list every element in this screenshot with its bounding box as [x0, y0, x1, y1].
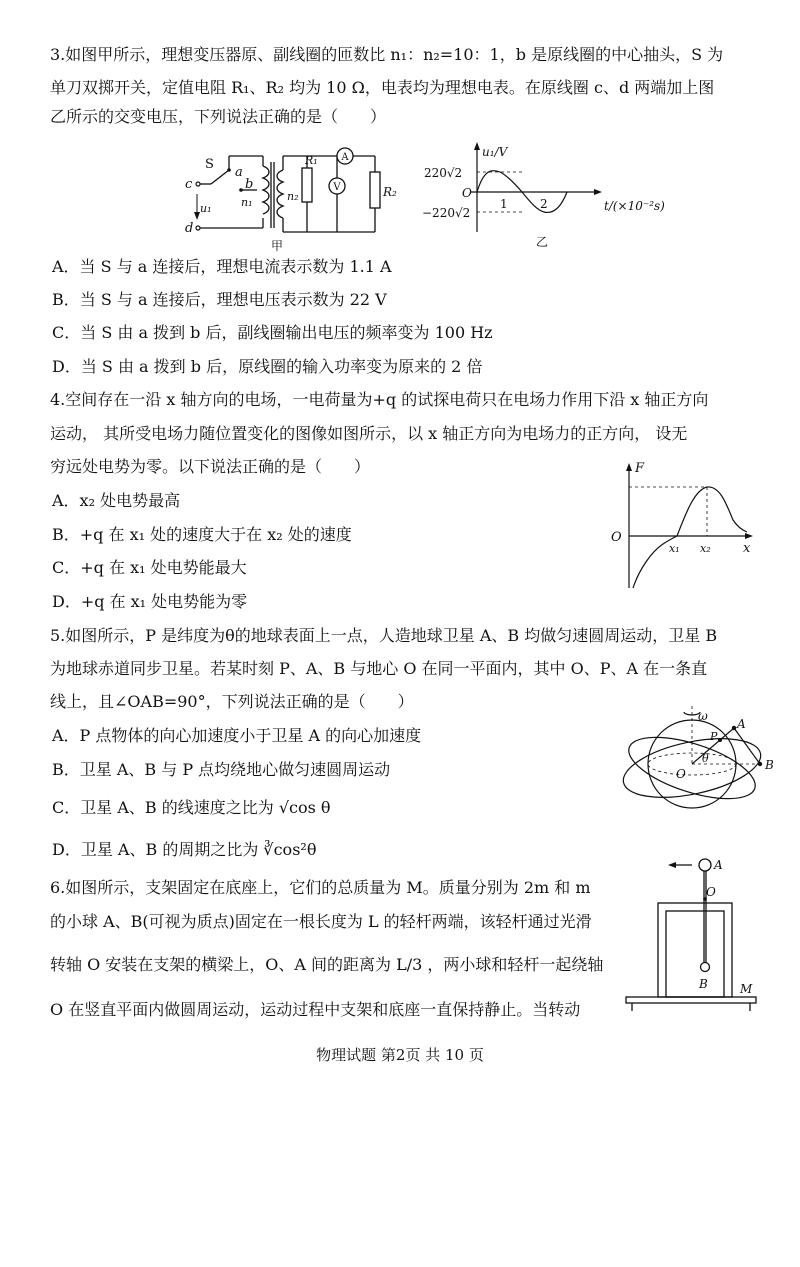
q3-option-a: A．当 S 与 a 连接后，理想电流表示数为 1.1 A: [52, 257, 392, 276]
q4-origin: O: [611, 530, 622, 545]
q4-flabel: F: [635, 461, 645, 476]
q5-earth-satellites: [610, 698, 785, 818]
q3-line-2: 单刀双掷开关，定值电阻 R₁、R₂ 均为 10 Ω，电表均为理想电表。在原线圈 c、d 两端加上图: [50, 78, 715, 97]
q3-option-d: D．当 S 由 a 拨到 b 后，原线圈的输入功率变为原来的 2 倍: [52, 357, 483, 376]
q4-option-a: A．x₂ 处电势最高: [52, 491, 181, 510]
switch-label: S: [205, 157, 214, 172]
yi-ylabel: u₁/V: [482, 145, 508, 159]
q6-rotating-rod-stand: [622, 855, 772, 1015]
yi-t1: 1: [500, 197, 508, 211]
q5-option-c: C．卫星 A、B 的线速度之比为 √cos θ: [52, 798, 331, 817]
q6-label-b: B: [699, 977, 708, 991]
q5-label-o: O: [676, 767, 686, 781]
q3-line-3: 乙所示的交变电压，下列说法正确的是（ ）: [50, 107, 387, 126]
fig-jia-circuit: [185, 148, 415, 253]
q5-option-b: B．卫星 A、B 与 P 点均绕地心做匀速圆周运动: [52, 760, 391, 779]
q4-option-c: C．+q 在 x₁ 处电势能最大: [52, 558, 247, 577]
q4-line-1: 4.空间存在一沿 x 轴方向的电场，一电荷量为+q 的试探电荷只在电场力作用下沿 x 轴正方向: [50, 390, 709, 409]
n2-label: n₂: [287, 190, 299, 203]
r1-label: R₁: [305, 154, 318, 167]
q4-xlabel: x: [743, 541, 751, 556]
q5-label-a: A: [737, 717, 746, 731]
q6-label-m: M: [740, 982, 753, 996]
fig-jia-caption: 甲: [270, 239, 284, 253]
terminal-c-label: c: [185, 177, 193, 192]
n1-label: n₁: [241, 196, 253, 209]
q4-line-3: 穷远处电势为零。以下说法正确的是（ ）: [50, 457, 371, 476]
r2-label: R₂: [383, 185, 397, 199]
voltmeter-label: V: [333, 182, 341, 193]
q6-line-2: 的小球 A、B(可视为质点)固定在一根长度为 L 的轻杆两端，该轻杆通过光滑: [50, 912, 592, 931]
q6-label-a: A: [714, 858, 723, 872]
q5-line-1: 5.如图所示，P 是纬度为θ的地球表面上一点，人造地球卫星 A、B 均做匀速圆周运动，卫星 B: [50, 626, 718, 645]
q3-option-c: C．当 S 由 a 拨到 b 后，副线圈输出电压的频率变为 100 Hz: [52, 323, 493, 342]
tap-a-label: a: [235, 165, 243, 180]
q6-line-4: O 在竖直平面内做圆周运动，运动过程中支架和底座一直保持静止。当转动: [50, 1000, 581, 1019]
yi-origin: O: [462, 186, 472, 200]
q5-option-d: D．卫星 A、B 的周期之比为 ∛cos²θ: [52, 840, 317, 859]
q5-omega: ω: [698, 709, 708, 723]
q5-label-p: P: [710, 730, 718, 743]
fig-yi-caption: 乙: [535, 235, 549, 249]
yi-t2: 2: [540, 197, 548, 211]
q6-line-1: 6.如图所示，支架固定在底座上，它们的总质量为 M。质量分别为 2m 和 m: [50, 878, 591, 897]
yi-ymin: −220√2: [422, 206, 471, 220]
q5-option-a: A．P 点物体的向心加速度小于卫星 A 的向心加速度: [52, 726, 422, 745]
q6-label-o: O: [706, 885, 716, 899]
page-footer: 物理试题 第2页 共 10 页: [316, 1046, 484, 1064]
q6-line-3: 转轴 O 安装在支架的横梁上，O、A 间的距离为 L/3 ，两小球和轻杆一起绕轴: [50, 955, 604, 974]
terminal-d-label: d: [185, 221, 194, 236]
q5-line-2: 为地球赤道同步卫星。若某时刻 P、A、B 与地心 O 在同一平面内，其中 O、P、A 在一条直: [50, 659, 708, 678]
tap-b-label: b: [245, 177, 254, 192]
u1-label: u₁: [200, 202, 212, 215]
q4-x1: x₁: [669, 542, 680, 555]
q5-label-b: B: [765, 758, 774, 772]
q5-theta: θ: [702, 752, 709, 765]
yi-ymax: 220√2: [424, 166, 463, 180]
q4-line-2: 运动， 其所受电场力随位置变化的图像如图所示，以 x 轴正方向为电场力的正方向， 设无: [50, 424, 688, 443]
fig-yi-waveform: [422, 140, 682, 250]
q3-option-b: B．当 S 与 a 连接后，理想电压表示数为 22 V: [52, 290, 387, 309]
ammeter-label: A: [341, 152, 349, 163]
q4-force-graph: [607, 460, 757, 590]
q4-option-b: B．+q 在 x₁ 处的速度大于在 x₂ 处的速度: [52, 525, 352, 544]
q3-line-1: 3.如图甲所示，理想变压器原、副线圈的匝数比 n₁：n₂=10：1，b 是原线圈的中心抽头，S 为: [50, 45, 724, 64]
q4-x2: x₂: [700, 542, 711, 555]
q4-option-d: D．+q 在 x₁ 处电势能为零: [52, 592, 248, 611]
yi-xlabel: t/(×10⁻²s): [604, 199, 665, 213]
q5-line-3: 线上，且∠OAB=90°，下列说法正确的是（ ）: [50, 692, 414, 711]
